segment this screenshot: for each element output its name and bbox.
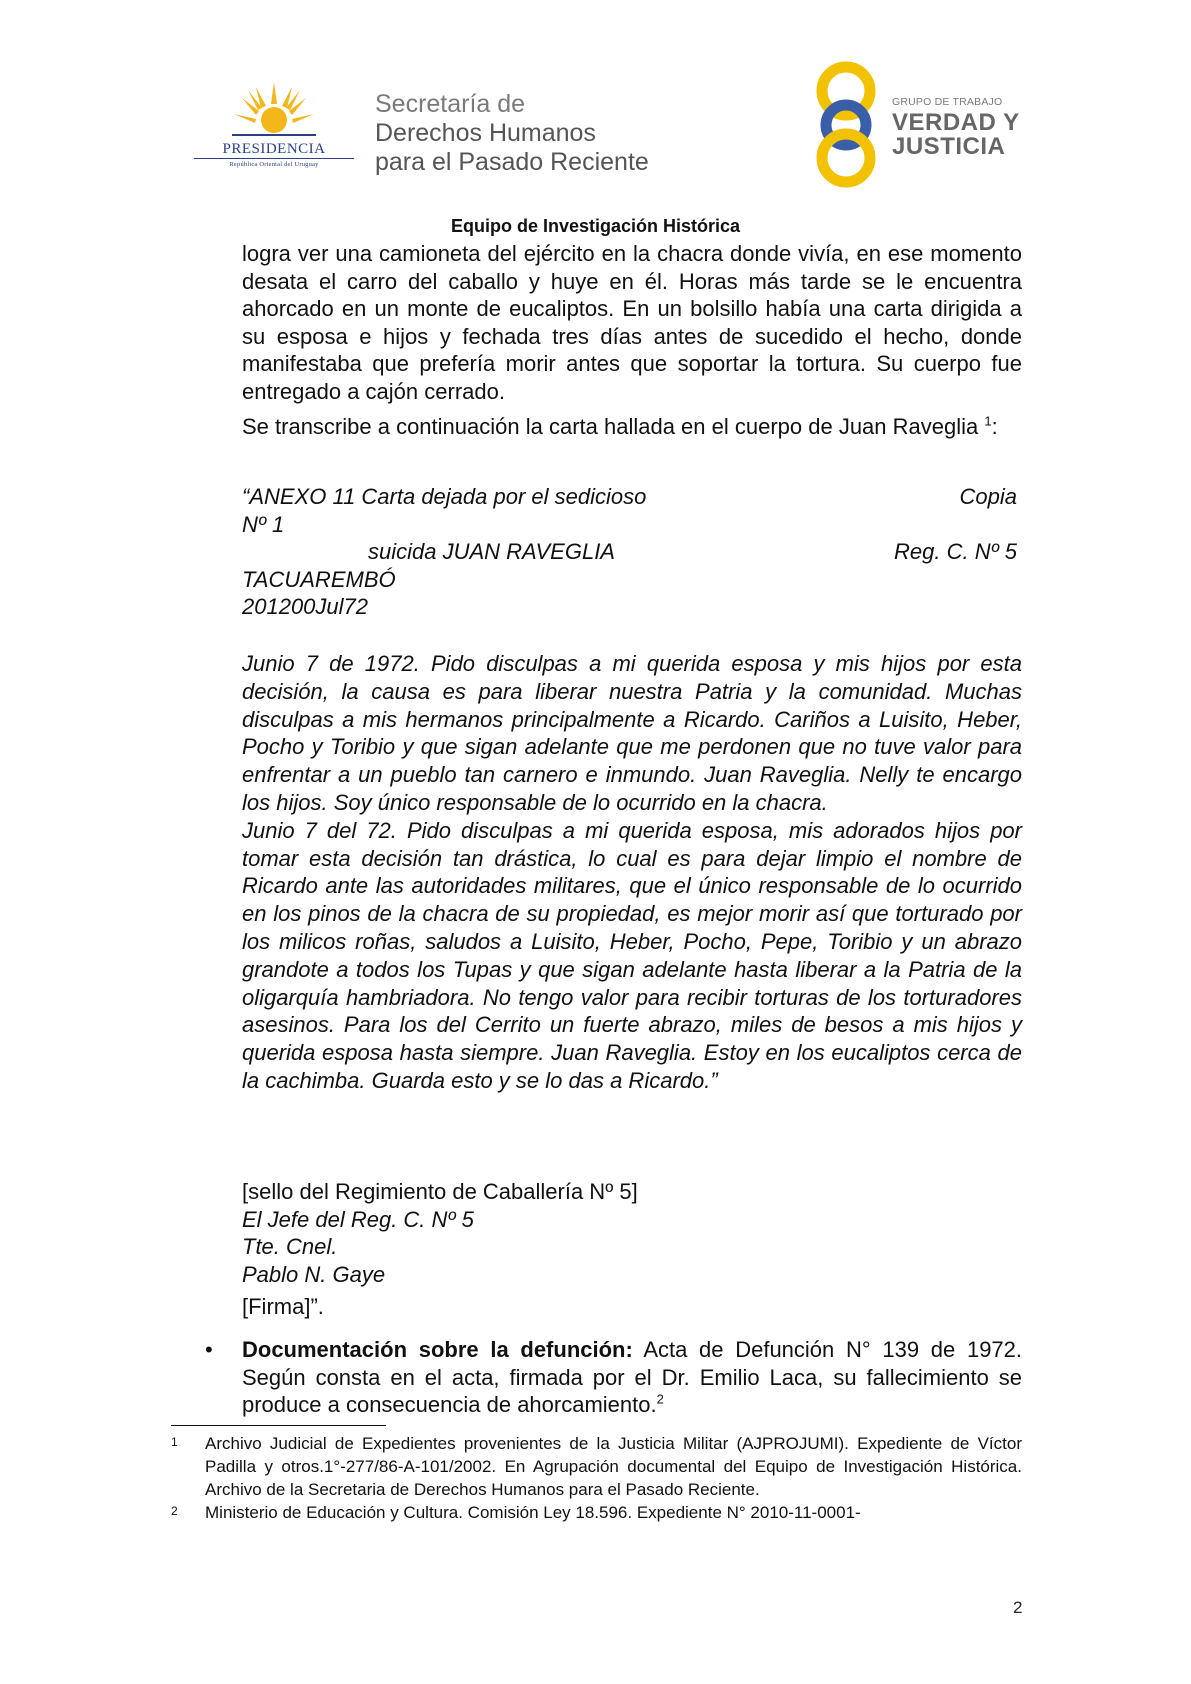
footnote-separator xyxy=(171,1425,386,1426)
annex-subject: suicida JUAN RAVEGLIA xyxy=(368,539,615,564)
signature-note: [Firma]”. xyxy=(242,1294,324,1319)
footnotes xyxy=(171,1432,1022,1524)
footnote-text: Ministerio de Educación y Cultura. Comisión Ley 18.596. Expediente N° 2010-11-0001- xyxy=(205,1503,861,1522)
bullet-item xyxy=(205,1336,1022,1419)
presidencia-word: PRESIDENCIA xyxy=(222,141,326,157)
presidencia-logo xyxy=(194,80,354,180)
annex-row-4 xyxy=(242,566,1017,594)
footnote-number: 2 xyxy=(171,1504,178,1518)
letter-transcription xyxy=(242,650,1022,1095)
seal-note: [sello del Regimiento de Caballería Nº 5] xyxy=(242,1179,638,1204)
paragraph-1: logra ver una camioneta del ejército en la chacra donde vivía, en ese momento desata el carro del caballo y huye en él. Horas más tarde se le encuentra ahorcado en un monte de eucaliptos. En un bolsillo había una carta dirigida a su esposa e hijos y fechada tres días antes de sucedido el hecho, donde manifestaba que prefería morir antes que soportar la tortura. Su cuerpo fue entregado a cajón cerrado. xyxy=(242,241,1022,404)
verdad-label: VERDAD Y xyxy=(892,109,1020,136)
letter-signoff xyxy=(242,1178,842,1321)
body-text xyxy=(242,240,1022,441)
paragraph-2 xyxy=(242,413,1022,441)
annex-number: Nº 1 xyxy=(242,511,285,537)
presidencia-rule xyxy=(194,158,354,159)
sun-emblem-icon xyxy=(232,80,316,140)
annex-row-2 xyxy=(242,511,1017,539)
annex-title: “ANEXO 11 Carta dejada por el sedicioso xyxy=(242,484,647,509)
grupo-trabajo-label: GRUPO DE TRABAJO xyxy=(892,96,1003,108)
bullet-text xyxy=(242,1336,1022,1419)
bullet-icon: • xyxy=(205,1337,213,1362)
linked-rings-icon xyxy=(810,60,890,190)
letter-paragraph-1: Junio 7 de 1972. Pido disculpas a mi querida esposa y mis hijos por esta decisión, la causa es para liberar nuestra Patria y la comunidad. Muchas disculpas a mis hermanos principalmente a Ricardo. Cariños a Luisito, Heber, Pocho y Toribio y que sigan adelante que me perdonen que no tuve valor para enfrentar a un pueblo tan carnero e inmundo. Juan Raveglia. Nelly te encargo los hijos. Soy único responsable de lo ocurrido en la chacra. xyxy=(242,651,1022,815)
footnote-1 xyxy=(171,1432,1022,1501)
annex-place: TACUAREMBÓ xyxy=(242,566,396,592)
annex-regiment: Reg. C. Nº 5 xyxy=(894,539,1017,564)
annex-row-3 xyxy=(242,538,1017,566)
republica-subtitle: República Oriental del Uruguay xyxy=(229,161,319,168)
footnote-text: Archivo Judicial de Expedientes provenientes de la Justicia Militar (AJPROJUMI). Expediente de Víctor Padilla y otros.1°-277/86-A-101/2002. En Agrupación documental del Equipo de Investigación Histórica. Archivo de la Secretaria de Derechos Humanos para el Pasado Reciente. xyxy=(205,1434,1022,1499)
signoff-chief: El Jefe del Reg. C. Nº 5 xyxy=(242,1206,474,1232)
footnote-ref-2[interactable]: 2 xyxy=(656,1391,664,1407)
secretaria-line-2: Derechos Humanos xyxy=(375,119,596,147)
bullet-body: Acta de Defunción N° 139 de 1972. Según consta en el acta, firmada por el Dr. Emilio Laca, su fallecimiento se produce a consecuencia de ahorcamiento. xyxy=(242,1337,1023,1417)
annex-row-1 xyxy=(242,483,1017,511)
footnote-2 xyxy=(171,1501,1022,1524)
verdad-justicia-logo xyxy=(810,60,1020,190)
secretaria-line-3: para el Pasado Reciente xyxy=(375,148,649,176)
paragraph-2-text: Se transcribe a continuación la carta hallada en el cuerpo de Juan Raveglia xyxy=(242,414,979,439)
justicia-label: JUSTICIA xyxy=(892,133,1006,160)
secretaria-line-1: Secretaría de xyxy=(375,90,526,118)
annex-header xyxy=(242,483,1017,621)
page-number: 2 xyxy=(1013,1598,1023,1617)
team-title: Equipo de Investigación Histórica xyxy=(450,216,741,236)
annex-date: 201200Jul72 xyxy=(242,594,369,619)
signoff-name: Pablo N. Gaye xyxy=(242,1261,386,1287)
annex-row-5 xyxy=(242,593,1017,621)
footnote-ref-1[interactable]: 1 xyxy=(984,413,992,429)
paragraph-2-end: : xyxy=(991,414,998,439)
signoff-rank: Tte. Cnel. xyxy=(242,1234,338,1259)
secretaria-logo xyxy=(375,90,649,177)
footnote-number: 1 xyxy=(171,1435,178,1449)
bullet-bold-label: Documentación sobre la defunción: xyxy=(242,1337,633,1362)
page-header xyxy=(0,0,1191,200)
letter-paragraph-2: Junio 7 del 72. Pido disculpas a mi querida esposa, mis adorados hijos por tomar esta decisión tan drástica, lo cual es para dejar limpio el nombre de Ricardo ante las autoridades militares, que el único responsable de lo ocurrido en los pinos de la chacra de su propiedad, es mejor morir así que torturado por los milicos roñas, saludos a Luisito, Heber, Pocho, Pepe, Toribio y un abrazo grandote a todos los Tupas y que sigan adelante hasta liberar a la Patria de la oligarquía hambriadora. No tengo valor para recibir torturas de los torturadores asesinos. Para los del Cerrito un fuerte abrazo, miles de besos a mis hijos y querida esposa hasta siempre. Juan Raveglia. Estoy en los eucaliptos cerca de la cachimba. Guarda esto y se lo das a Ricardo.” xyxy=(242,817,1022,1093)
annex-copia: Copia xyxy=(959,484,1017,509)
